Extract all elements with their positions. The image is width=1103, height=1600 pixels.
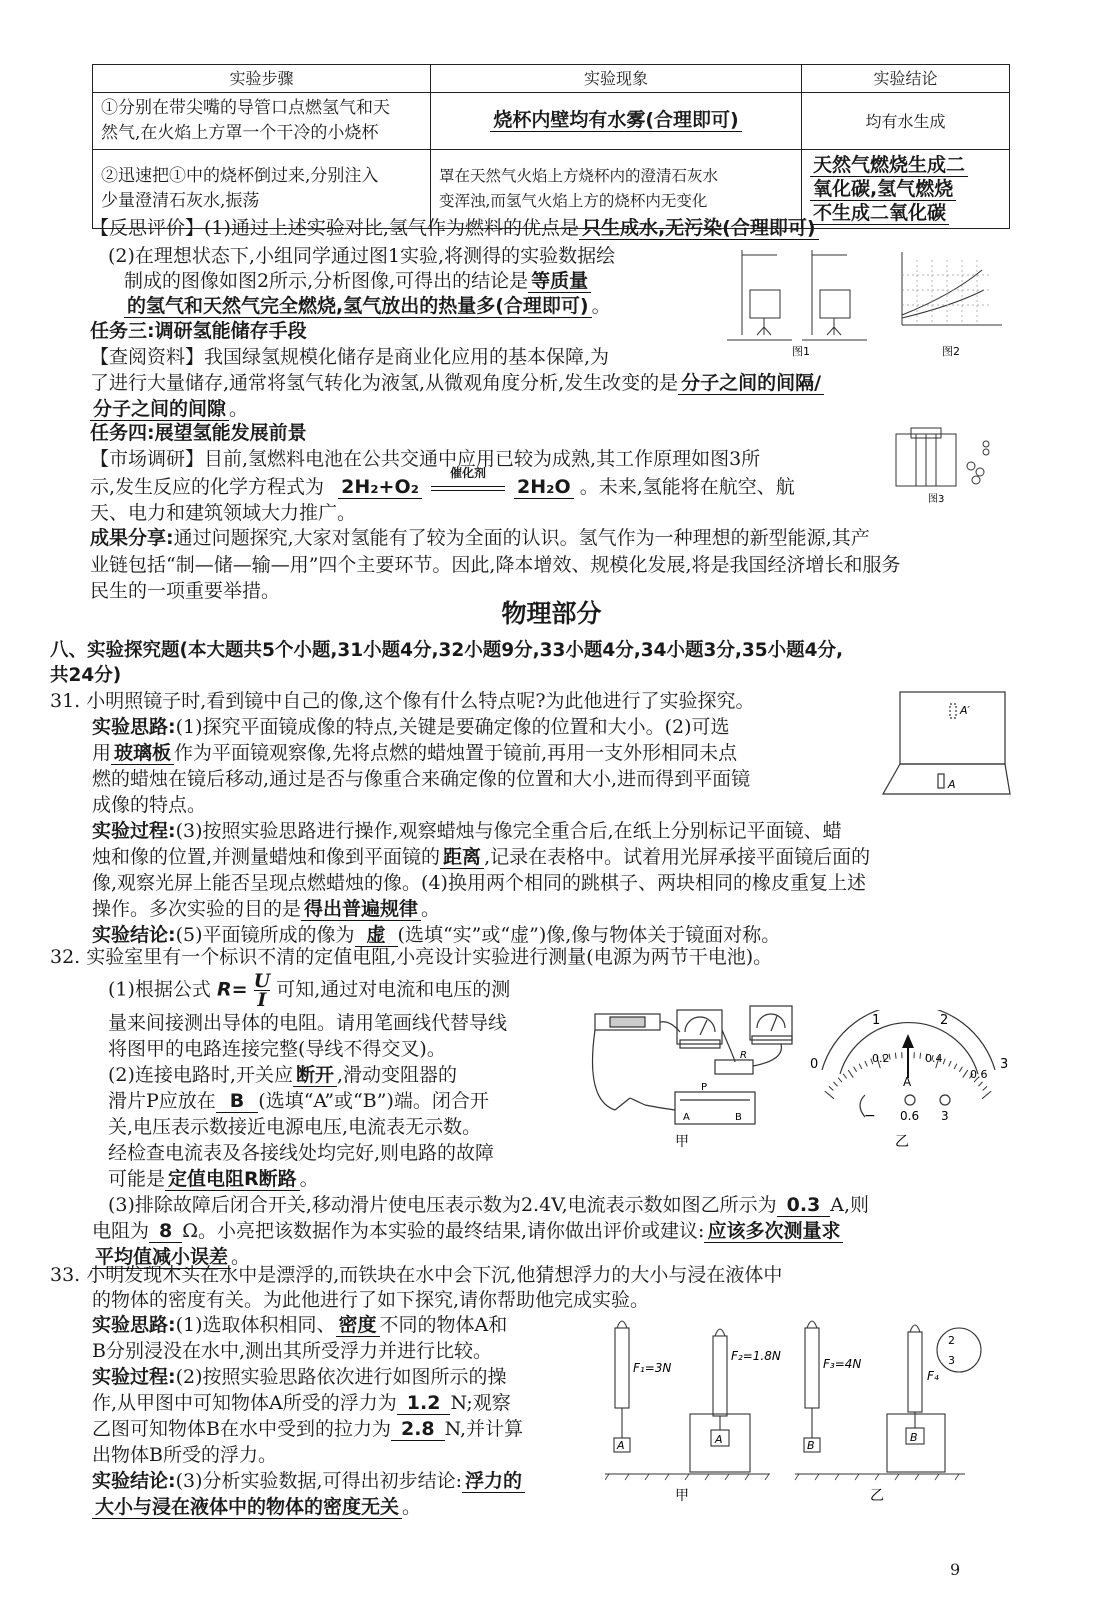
mirror-figure (878, 684, 1013, 812)
candle-label: A (948, 778, 956, 791)
section-8-line: 共24分) (50, 665, 122, 686)
meter-scale-tick (943, 1059, 945, 1065)
label: 实验思路: (92, 1314, 176, 1336)
cell-text: 罩在天然气火焰上方烧杯内的澄清石灰水 (439, 167, 719, 185)
figure-2-label: 图2 (942, 345, 960, 358)
meter-scale-tick (829, 1086, 833, 1090)
meter-tick: 2 (940, 1013, 949, 1028)
answer-text: 2.8 (391, 1418, 445, 1441)
meter-scale-tick (983, 1086, 987, 1090)
share-label: 成果分享: (90, 527, 174, 549)
text: (5)平面镜所成的像为 (175, 924, 355, 946)
block-a-label: A (617, 1439, 625, 1452)
q33-line (92, 1312, 507, 1338)
answer-text: 分子之间的间隙 (90, 398, 229, 421)
force-label-f4: F₄ (927, 1369, 939, 1383)
share-line (90, 525, 870, 551)
reflect-line (124, 268, 591, 294)
table-header: 实验步骤 (93, 65, 431, 93)
task4-line: 天、电力和建筑领域大力推广。 (90, 502, 357, 524)
section-8-line: 八、实验探究题(本大题共5个小题,31小题4分,32小题9分,33小题4分,34小题3分,35小题4分, (50, 640, 844, 661)
figure-3-label: 图3 (928, 494, 945, 505)
buoyancy-figure (605, 1310, 1010, 1520)
table-header-row (93, 65, 1010, 93)
block-a-label: A (715, 1433, 723, 1446)
answer-text: 的氢气和天然气完全燃烧,氢气放出的热量多(合理即可) (124, 295, 592, 318)
answer-text: 得出普遍规律 (301, 898, 421, 921)
equation-condition: 催化剂 (449, 466, 486, 480)
q32-line: 将图甲的电路连接完整(导线不得交叉)。 (108, 1038, 446, 1060)
text: 制成的图像如图2所示,分析图像,可得出的结论是 (124, 270, 529, 292)
table-header: 实验结论 (802, 65, 1010, 93)
cell-text: 变浑浊,而氢气火焰上方的烧杯内无变化 (439, 192, 708, 210)
text: 用 (92, 742, 112, 764)
block-b-label: B (910, 1431, 918, 1444)
scale-label-2: 2 (948, 1334, 955, 1347)
formula-fraction (254, 972, 271, 1009)
text: (1)根据公式 (108, 978, 211, 1001)
q33-line (92, 1468, 525, 1494)
reflect-line (108, 243, 615, 269)
figure-yi-label: 乙 (895, 1134, 909, 1150)
answer-text: 应该多次测量求 (704, 1220, 843, 1243)
text: A,则 (830, 1194, 870, 1216)
meter-tick: 1 (872, 1013, 881, 1028)
text: 乙图可知物体B在水中受到的拉力为 (92, 1418, 391, 1440)
share-line: 民生的一项重要举措。 (90, 580, 281, 602)
cell-text: 均有水生成 (865, 111, 946, 131)
answer-text: 定值电阻R断路 (165, 1168, 300, 1191)
q32-line (92, 1218, 843, 1244)
text: 。 (229, 398, 249, 420)
answer-text: 1.2 (397, 1392, 451, 1415)
text: 。 (231, 1246, 251, 1268)
answer-text: 玻璃板 (111, 742, 174, 765)
text: (选填“A”或“B”)端。闭合开 (258, 1090, 489, 1112)
equation-right: 2H₂O (514, 476, 574, 499)
page-number: 9 (950, 1560, 961, 1579)
text: (2)在理想状态下,小组同学通过图1实验,将测得的实验数据绘 (108, 245, 616, 267)
task3-line (90, 370, 824, 396)
text: 。 (591, 295, 611, 317)
text: 操作。多次实验的目的是 (92, 898, 302, 920)
text: (2)连接电路时,开关应 (108, 1064, 293, 1086)
task3-line: 【查阅资料】我国绿氢规模化储存是商业化应用的基本保障,为 (90, 346, 610, 368)
meter-scale-tick (978, 1082, 982, 1086)
q32-line (108, 1088, 489, 1114)
label: 实验结论: (92, 924, 176, 946)
force-label-f1: F₁=3N (633, 1361, 672, 1375)
q32-line (108, 1192, 869, 1218)
text: 烛和像的位置,并测量蜡烛和像到平面镜的 (92, 846, 441, 868)
answer-text: 氧化碳,氢气燃烧 (810, 178, 956, 201)
text: (1)探究平面镜成像的特点,关键是要确定像的位置和大小。(2)可选 (175, 716, 730, 738)
formula-u: U (253, 970, 271, 992)
equation-arrow (428, 466, 508, 500)
terminal-06: 0.6 (900, 1109, 920, 1123)
terminal-3: 3 (941, 1109, 949, 1123)
text: N,并计算 (444, 1418, 524, 1440)
physics-title: 物理部分 (501, 599, 602, 628)
experiment-table (92, 64, 1010, 229)
equation-left: 2H₂+O₂ (338, 476, 422, 499)
label: 实验思路: (92, 716, 176, 738)
cell-text: 然气,在火焰上方罩一个干冷的小烧杯 (101, 123, 379, 143)
q31-line (92, 740, 737, 766)
table-cell (93, 93, 431, 150)
answer-text: 密度 (336, 1314, 380, 1337)
answer-text: 天然气燃烧生成二 (810, 154, 968, 177)
text: 。 (421, 898, 441, 920)
resistor-label: R (740, 1050, 747, 1061)
cell-text: 少量澄清石灰水,振荡 (101, 191, 260, 211)
circuit-figure (585, 1000, 795, 1150)
text: (3)分析实验数据,可得出初步结论: (175, 1470, 462, 1492)
task3-title: 任务三:调研氢能储存手段 (90, 320, 307, 342)
text: 。 (299, 1168, 319, 1190)
text: ,滑动变阻器的 (336, 1064, 458, 1086)
meter-tick: 0 (810, 1057, 819, 1072)
text: (2)按照实验思路依次进行如图所示的操 (175, 1366, 507, 1388)
table-cell (431, 93, 802, 150)
q33-line (92, 1390, 511, 1416)
q31-line (92, 896, 440, 922)
cell-text: ①分别在带尖嘴的导管口点燃氢气和天 (101, 98, 390, 118)
meter-scale-tick (854, 1067, 857, 1072)
q32-line (108, 1062, 457, 1088)
q32-line: 量来间接测出导体的电阻。请用笔画线代替导线 (108, 1012, 508, 1034)
answer-text: 0.3 (777, 1194, 831, 1217)
rheostat-a-label: A (683, 1112, 690, 1123)
q33-line (92, 1416, 523, 1442)
q33-line (92, 1364, 507, 1390)
q33-line: B分别浸没在水中,测出其所受浮力并进行比较。 (92, 1340, 493, 1362)
block-b-label: B (807, 1439, 815, 1452)
table-cell (802, 150, 1010, 229)
answer-text: B (216, 1090, 258, 1113)
q32-line: 经检查电流表及各接线处均完好,则电路的故障 (108, 1142, 495, 1164)
q32-formula-line (108, 972, 510, 1009)
text: (3)按照实验思路进行操作,观察蜡烛与像完全重合后,在纸上分别标记平面镜、蜡 (175, 820, 842, 842)
text: 可能是 (108, 1168, 166, 1190)
cell-text: ②迅速把①中的烧杯倒过来,分别注入 (101, 166, 379, 186)
meter-tick: 3 (1000, 1057, 1009, 1072)
ammeter-figure (800, 1010, 1015, 1150)
q32-line: 32. 实验室里有一个标识不清的定值电阻,小亮设计实验进行测量(电源为两节干电池)。 (50, 946, 773, 968)
meter-scale-tick (843, 1074, 847, 1079)
q31-line: 成像的特点。 (92, 794, 207, 816)
rheostat-b-label: B (735, 1112, 742, 1123)
text: 了进行大量储存,通常将氢气转化为液氢,从微观角度分析,发生改变的是 (90, 372, 679, 394)
force-label-f2: F₂=1.8N (731, 1349, 781, 1363)
text: 【反思评价】(1)通过上述实验对比,氢气作为燃料的优点是 (90, 217, 579, 239)
task3-line (90, 396, 248, 422)
text: Ω。小亮把该数据作为本实验的最终结果,请你做出评价或建议: (182, 1220, 705, 1242)
reflect-line (90, 215, 819, 241)
q33-line (92, 1494, 421, 1520)
text: 滑片P应放在 (108, 1090, 216, 1112)
label: 实验过程: (92, 820, 176, 842)
text: 可知,通过对电流和电压的测 (276, 978, 511, 1001)
task4-line: 【市场调研】目前,氢燃料电池在公共交通中应用已较为成熟,其工作原理如图3所 (90, 448, 761, 470)
meter-scale-tick (838, 1078, 842, 1083)
figure-1-2 (722, 240, 1012, 358)
text: 电阻为 (92, 1220, 150, 1242)
terminal-minus: − (864, 1108, 876, 1124)
meter-scale-tick (833, 1082, 837, 1086)
q31-line (92, 714, 729, 740)
table-row (93, 93, 1010, 150)
q32-line (108, 1166, 319, 1192)
answer-text: 虚 (355, 924, 398, 947)
q31-line (92, 844, 870, 870)
task4-title: 任务四:展望氢能发展前景 (90, 422, 307, 444)
meter-small-tick: 0.6 (970, 1068, 988, 1081)
answer-text: 不生成二氧化碳 (810, 202, 949, 225)
meter-scale-tick (848, 1070, 853, 1077)
text: 不同的物体A和 (379, 1314, 508, 1336)
answer-text: 8 (149, 1220, 182, 1243)
label: 实验结论: (92, 1470, 176, 1492)
answer-text: 断开 (293, 1064, 337, 1087)
formula-i: I (257, 989, 267, 1011)
q31-line: 31. 小明照镜子时,看到镜中自己的像,这个像有什么特点呢?为此他进行了实验探究。 (50, 690, 755, 712)
figure-jia-label: 甲 (675, 1488, 689, 1504)
q31-line: 像,观察光屏上能否呈现点燃蜡烛的像。(4)换用两个相同的跳棋子、两块相同的橡皮重复上述 (92, 872, 866, 894)
figure-1-label: 图1 (792, 345, 810, 358)
answer-text: 只生成水,无污染(合理即可) (579, 217, 819, 240)
text: 作,从甲图中可知物体A所受的浮力为 (92, 1392, 397, 1414)
text: (选填“实”或“虚”)像,像与物体关于镜面对称。 (397, 924, 781, 946)
meter-needle (902, 1034, 914, 1078)
meter-small-tick: 0.2 (872, 1052, 890, 1065)
answer-text: 分子之间的间隔/ (678, 372, 824, 395)
figure-yi-label: 乙 (870, 1488, 884, 1504)
text: (3)排除故障后闭合开关,移动滑片使电压表示数为2.4V,电流表示数如图乙所示为 (108, 1194, 777, 1216)
task4-equation-line (90, 466, 795, 500)
text: N;观察 (450, 1392, 511, 1414)
meter-unit: A (903, 1075, 912, 1089)
force-label-f3: F₃=4N (823, 1357, 862, 1371)
formula-r: R= (216, 978, 248, 1001)
meter-scale-tick (859, 1064, 862, 1069)
text: ,记录在表格中。试着用光屏承接平面镜后面的 (484, 846, 871, 868)
text: (1)选取体积相同、 (175, 1314, 336, 1336)
text: 。未来,氢能将在航空、航 (579, 476, 795, 498)
q33-line: 的物体的密度有关。为此他进行了如下探究,请你帮助他完成实验。 (92, 1289, 650, 1311)
meter-scale-tick (963, 1070, 968, 1077)
table-cell (802, 93, 1010, 150)
answer-text: 平均值减小误差 (92, 1246, 231, 1269)
meter-scale-tick (954, 1064, 957, 1069)
q32-line: 关,电压表示数接近电源电压,电流表无示数。 (108, 1116, 482, 1138)
meter-scale-tick (895, 1053, 896, 1059)
mirror-image-label: A′ (960, 704, 971, 717)
text: 。 (402, 1496, 422, 1518)
answer-text: 等质量 (528, 270, 591, 293)
text: 作为平面镜观察像,先将点燃的蜡烛置于镜前,再用一支外形相同未点 (174, 742, 738, 764)
figure-jia-label: 甲 (675, 1134, 689, 1150)
meter-scale-tick (949, 1061, 951, 1067)
share-line: 业链包括“制—储—输—用”四个主要环节。因此,降本增效、规模化发展,将是我国经济增长和服务 (90, 554, 901, 576)
meter-scale-tick (982, 1091, 991, 1099)
meter-scale-tick (920, 1053, 921, 1059)
slider-p-label: P (701, 1082, 708, 1093)
answer-text: 烧杯内壁均有水雾(合理即可) (490, 109, 741, 132)
figure-3 (876, 416, 1011, 506)
answer-text: 大小与浸在液体中的物体的密度无关 (92, 1496, 402, 1519)
reflect-line (124, 293, 611, 319)
answer-text: 距离 (440, 846, 484, 869)
meter-small-tick: 0.4 (925, 1052, 943, 1065)
table-header: 实验现象 (431, 65, 802, 93)
answer-text: 浮力的 (462, 1470, 525, 1493)
scale-label-3: 3 (948, 1354, 955, 1367)
q31-line: 燃的蜡烛在镜后移动,通过是否与像重合来确定像的位置和大小,进而得到平面镜 (92, 768, 751, 790)
meter-scale-tick (825, 1091, 834, 1099)
q33-line: 33. 小明发现木头在水中是漂浮的,而铁块在水中会下沉,他猜想浮力的大小与浸在液体中 (50, 1264, 783, 1286)
text: 通过问题探究,大家对氢能有了较为全面的认识。氢气作为一种理想的新型能源,其产 (173, 527, 870, 549)
q33-line: 出物体B所受的浮力。 (92, 1444, 277, 1466)
q31-line (92, 818, 842, 844)
text: 示,发生反应的化学方程式为 (90, 476, 325, 498)
meter-scale-tick (865, 1061, 867, 1067)
label: 实验过程: (92, 1366, 176, 1388)
meter-scale-tick (959, 1067, 962, 1072)
